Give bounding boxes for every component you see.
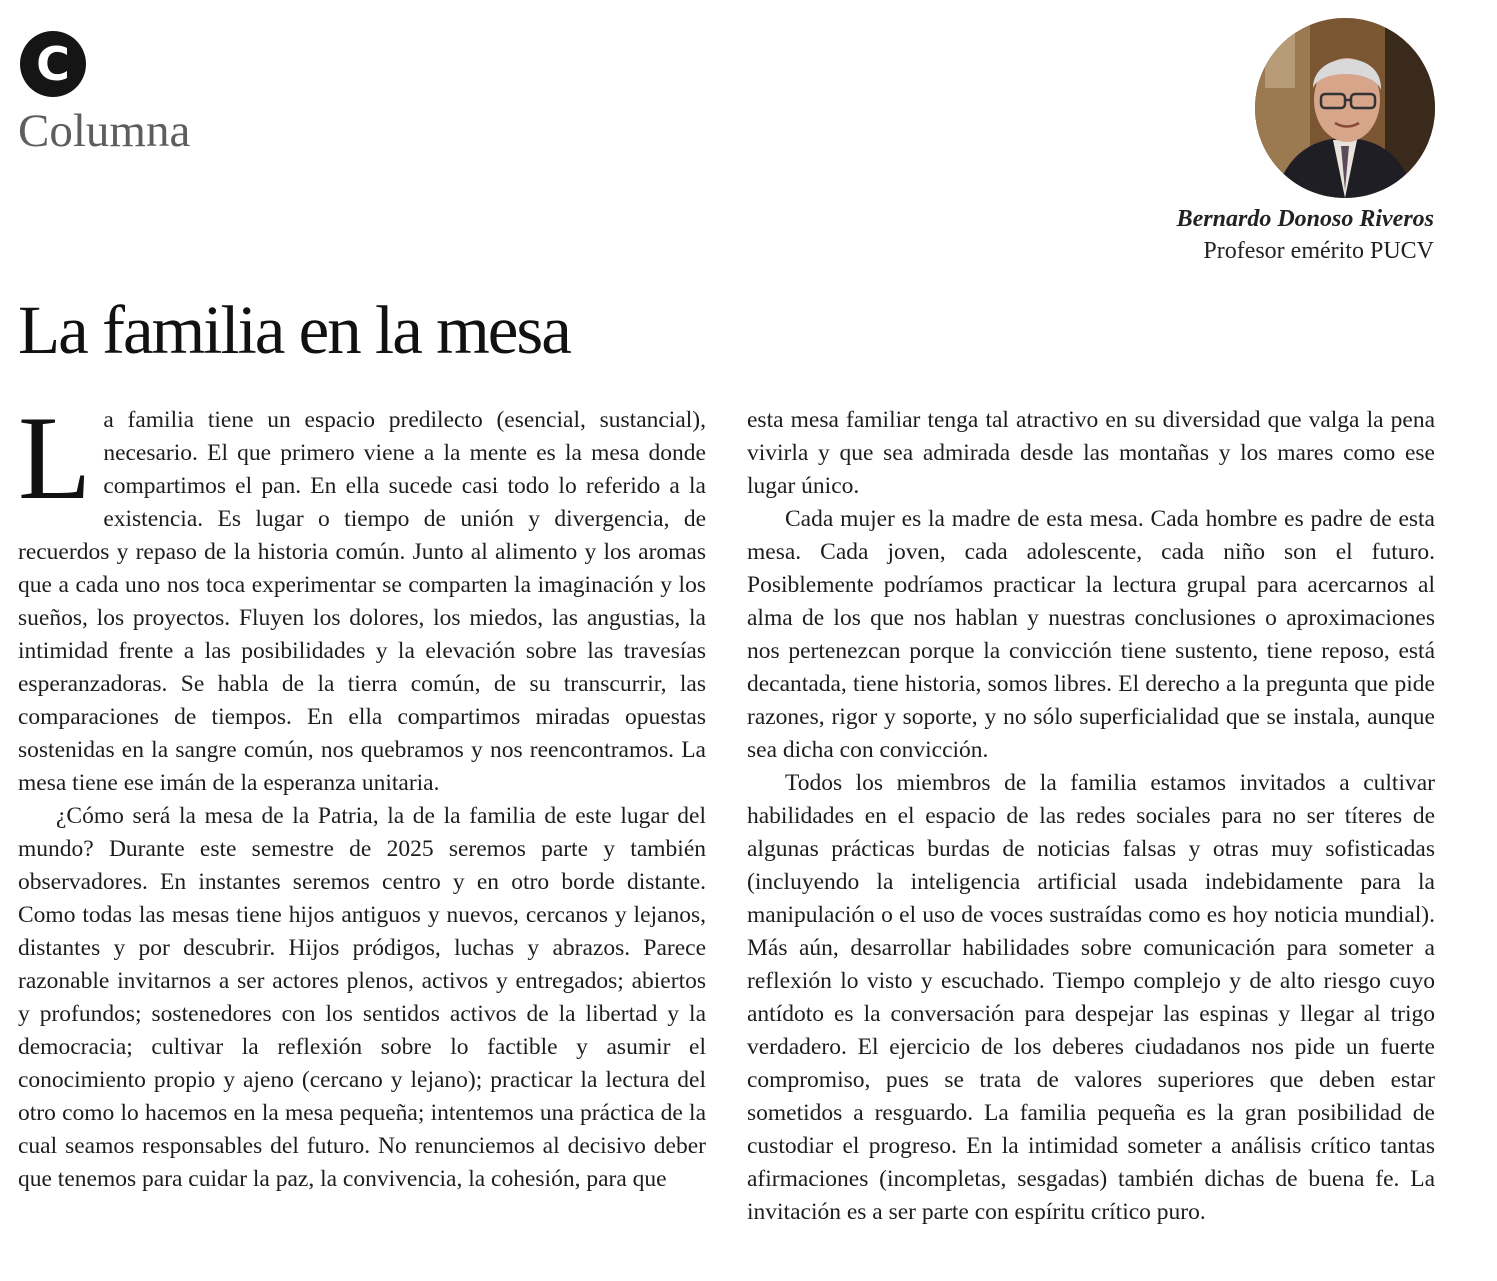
author-photo [1255, 18, 1435, 198]
article-paragraph: Cada mujer es la madre de esta mesa. Cada hombre es padre de esta mesa. Cada joven, cada adolescente, cada niño son el futuro. Posiblemente podríamos practicar la lectura grupal para acercarnos al alma de los que nos hablan y nuestras conclusiones o aproximaciones nos pertenezcan porque la convicción tiene sustento, tiene reposo, está decantada, tiene historia, somos libres. El derecho a la pregunta que pide razones, rigor y soporte, y no sólo superficialidad que se instala, aunque sea dicha con convicción. [747, 506, 1435, 763]
section-badge: C [20, 31, 86, 97]
paragraph-text: a familia tiene un espacio predilecto (esencial, sustancial), necesario. El que primero viene a la mente es la mesa donde compartimos el pan. En ella sucede casi todo lo referido a la existencia. Es lugar o tiempo de unión y divergencia, de recuerdos y repaso de la historia común. Junto al alimento y los aromas que a cada uno nos toca experimentar se comparten la imaginación y los sueños, los proyectos. Fluyen los dolores, los miedos, las angustias, la intimidad frente a las posibilidades y la elevación sobre las travesías esperanzadoras. Se habla de la tierra común, de su transcurrir, las comparaciones de tiempos. En ella compartimos miradas opuestas sostenidas en la sangre común, nos quebramos y nos reencontramos. La mesa tiene ese imán de la esperanza unitaria. [18, 407, 706, 796]
article-column-left [18, 391, 706, 1196]
author-role: Profesor emérito PUCV [1203, 238, 1434, 264]
article-paragraph [18, 391, 706, 800]
author-name: Bernardo Donoso Riveros [1176, 206, 1434, 232]
author-portrait-image [1255, 18, 1435, 198]
article-paragraph: Todos los miembros de la familia estamos invitados a cultivar habilidades en el espacio de las redes sociales para no ser títeres de algunas prácticas burdas de noticias falsas y otras muy sofisticadas (incluyendo la inteligencia artificial usada indebidamente para la manipulación o el uso de voces sustraídas como es hoy noticia mundial). Más aún, desarrollar habilidades sobre comunicación para someter a reflexión lo visto y escuchado. Tiempo complejo y de alto riesgo cuyo antídoto es la conversación para despejar las espinas y llegar al trigo verdadero. El ejercicio de los deberes ciudadanos nos pide un fuerte compromiso, pues se trata de valores superiores que deben estar sometidos a resguardo. La familia pequeña es la gran posibilidad de custodiar el progreso. En la intimidad someter a análisis crítico tantas afirmaciones (incompletas, sesgadas) también dichas de buena fe. La invitación es a ser parte con espíritu crítico puro. [747, 770, 1435, 1225]
article-column-right [747, 404, 1435, 1229]
headline: La familia en la mesa [18, 292, 570, 368]
drop-cap: L [18, 391, 92, 524]
article-paragraph: ¿Cómo será la mesa de la Patria, la de la familia de este lugar del mundo? Durante este semestre de 2025 seremos parte y también observadores. En instantes seremos centro y en otro borde distante. Como todas las mesas tiene hijos antiguos y nuevos, cercanos y lejanos, distantes y por descubrir. Hijos pródigos, luchas y abrazos. Parece razonable invitarnos a ser actores plenos, activos y entregados; abiertos y profundos; sostenedores con los sentidos activos de la libertad y la democracia; cultivar la reflexión sobre lo factible y asumir el conocimiento propio y ajeno (cercano y lejano); practicar la lectura del otro como lo hacemos en la mesa pequeña; intentemos una práctica de la cual seamos responsables del futuro. No renunciemos al decisivo deber que tenemos para cuidar la paz, la convivencia, la cohesión, para que [18, 803, 706, 1192]
article-paragraph: esta mesa familiar tenga tal atractivo en su diversidad que valga la pena vivirla y que sea admirada desde las montañas y los mares como ese lugar único. [747, 407, 1435, 499]
section-label: Columna [18, 105, 191, 157]
author-byline [1177, 204, 1434, 268]
